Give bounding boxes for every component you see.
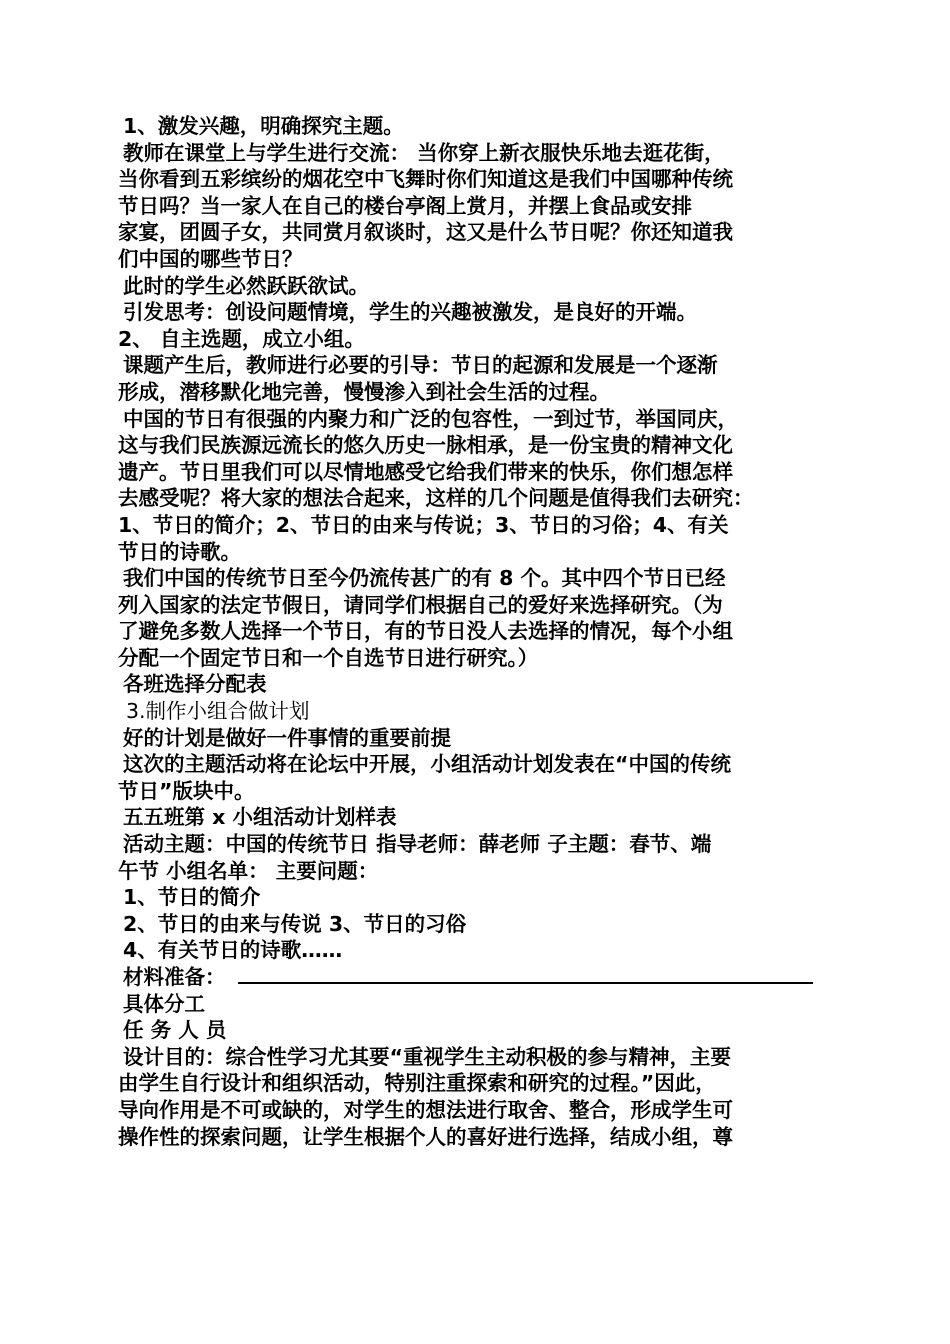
task-header: 任 务 人 员 [123,1018,227,1043]
paragraph-line: 这与我们民族源远流长的悠久历史一脉相承，是一份宝贵的精神文化 [118,433,733,458]
paragraph-line: 这次的主题活动将在论坛中开展，小组活动计划发表在“中国的传统 [123,752,731,777]
question-item: 2、节日的由来与传说 3、节日的习俗 [123,911,467,936]
paragraph-line: 形成，潜移默化地完善，慢慢渗入到社会生活的过程。 [118,379,610,404]
paragraph-line: 家宴，团圆子女，共同赏月叙谈时，这又是什么节日呢？你还知道我 [118,220,733,245]
paragraph-line: 中国的节日有很强的内聚力和广泛的包容性，一到过节，举国同庆， [123,406,738,431]
plan-line: 活动主题：中国的传统节日 指导老师：薛老师 子主题：春节、端 [123,832,712,857]
blank-underline [238,981,813,984]
question-item: 4、有关节日的诗歌…… [123,938,343,963]
materials-line [118,964,838,991]
table-caption: 各班选择分配表 [123,672,267,697]
heading-1: 1、激发兴趣，明确探究主题。 [123,114,404,138]
paragraph-line: 我们中国的传统节日至今仍流传甚广的有 8 个。其中四个节日已经 [123,566,726,591]
paragraph-line: 操作性的探索问题，让学生根据个人的喜好进行选择，结成小组，尊 [118,1124,733,1149]
paragraph-line: 遗产。节日里我们可以尽情地感受它给我们带来的快乐，你们想怎样 [118,459,733,484]
paragraph-line: 们中国的哪些节日？ [118,246,303,271]
paragraph-line: 教师在课堂上与学生进行交流： 当你穿上新衣服快乐地去逛花街， [123,140,725,165]
paragraph-line: 课题产生后，教师进行必要的引导：节日的起源和发展是一个逐渐 [123,353,718,378]
paragraph-line: 由学生自行设计和组织活动，特别注重探索和研究的过程。”因此， [118,1071,716,1096]
paragraph-line: 节日”版块中。 [118,778,255,803]
paragraph-line: 节日吗？当一家人在自己的楼台亭阁上赏月，并摆上食品或安排 [118,193,692,218]
paragraph-line: 1、节日的简介；2、节日的由来与传说；3、节日的习俗；4、有关 [118,512,729,537]
document-body [118,113,838,1150]
paragraph-line: 当你看到五彩缤纷的烟花空中飞舞时你们知道这是我们中国哪种传统 [118,167,733,192]
plan-line: 午节 小组名单： 主要问题： [118,858,379,883]
paragraph-line: 去感受呢？将大家的想法合起来，这样的几个问题是值得我们去研究： [118,486,754,511]
paragraph-line: 分配一个固定节日和一个自选节日进行研究。） [118,645,539,670]
heading-2: 2、 自主选题，成立小组。 [118,326,365,351]
question-item: 1、节日的简介 [123,885,261,910]
paragraph-line: 设计目的：综合性学习尤其要“重视学生主动积极的参与精神，主要 [123,1044,731,1069]
materials-label: 材料准备： [123,965,226,989]
paragraph-line: 了避免多数人选择一个节日，有的节日没人去选择的情况，每个小组 [118,619,733,644]
heading-3: 3.制作小组合做计划 [126,699,310,724]
paragraph-line: 导向作用是不可或缺的，对学生的想法进行取舍、整合，形成学生可 [118,1097,733,1122]
paragraph-line: 此时的学生必然跃跃欲试。 [123,273,369,298]
paragraph-line: 好的计划是做好一件事情的重要前提 [123,725,451,750]
paragraph-line: 列入国家的法定节假日，请同学们根据自己的爱好来选择研究。（为 [118,592,723,617]
paragraph-line: 引发思考：创设问题情境，学生的兴趣被激发，是良好的开端。 [123,300,697,325]
paragraph-line: 节日的诗歌。 [118,539,241,564]
division-heading: 具体分工 [123,991,205,1016]
plan-title: 五五班第 x 小组活动计划样表 [123,805,397,830]
